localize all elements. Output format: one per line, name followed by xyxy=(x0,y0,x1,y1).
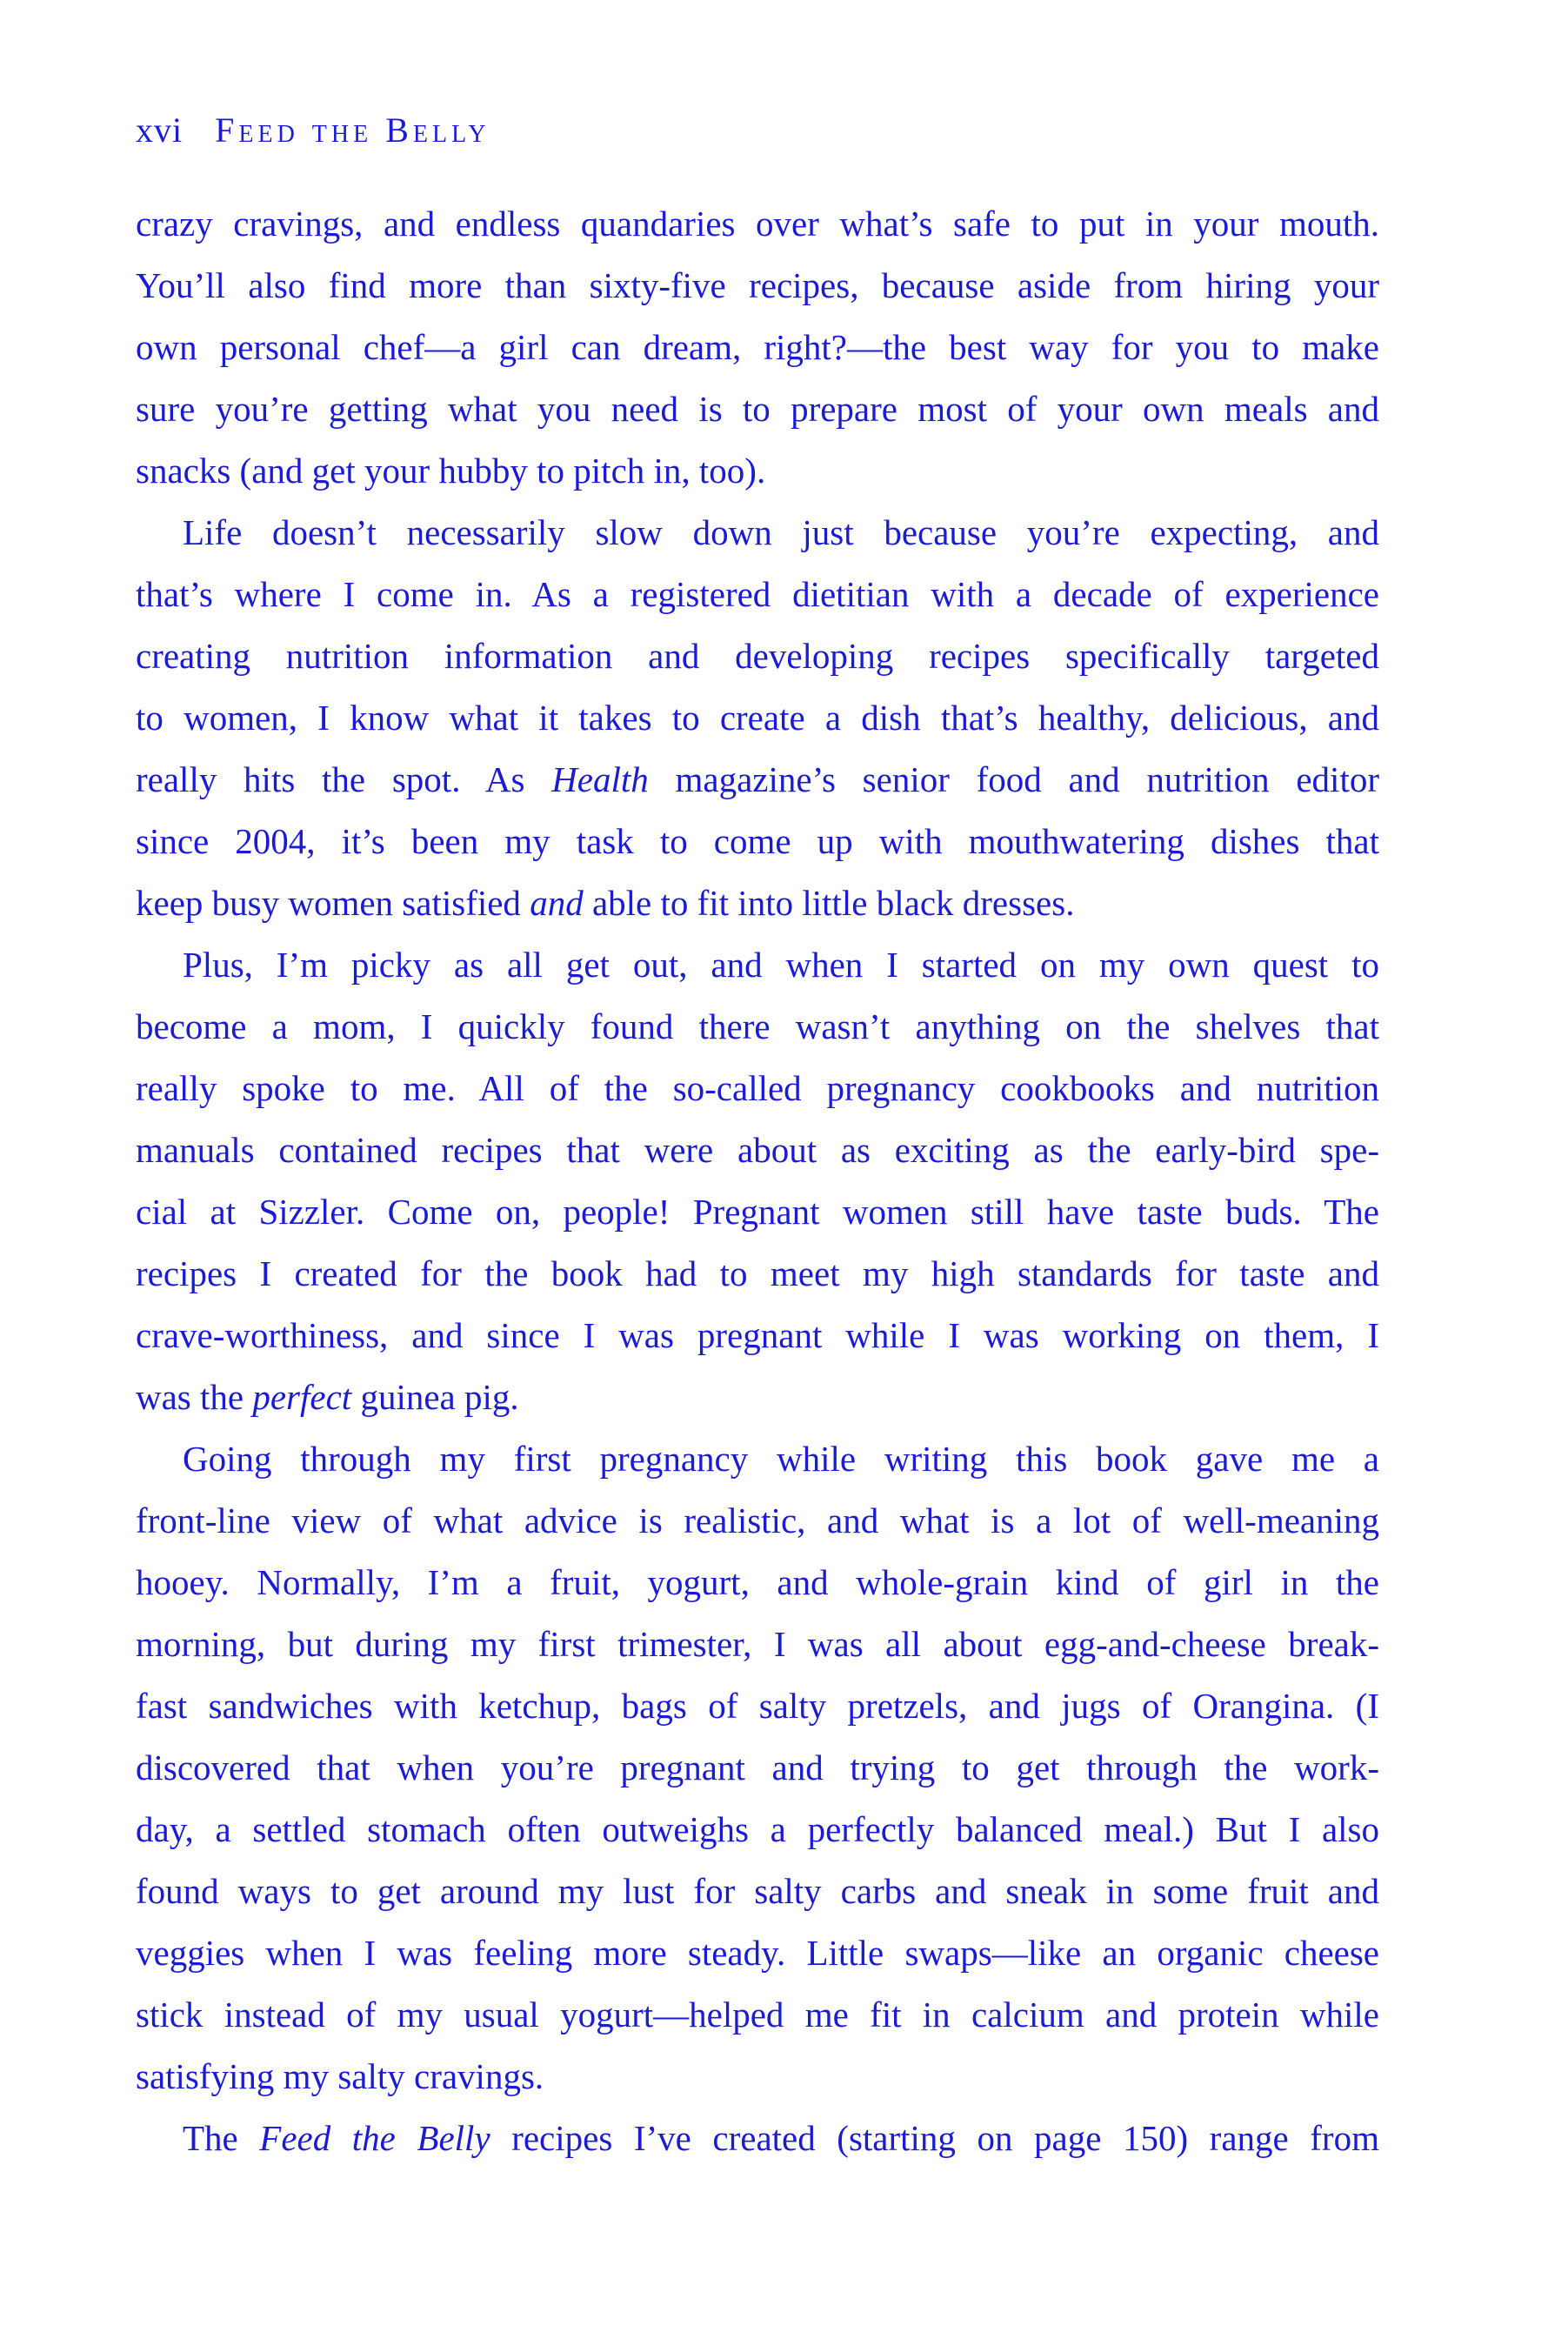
text-line xyxy=(136,872,1379,934)
text-line: since 2004, it’s been my task to come up with mouthwatering dishes that xyxy=(136,821,1379,861)
text-line: front-line view of what advice is realistic, and what is a lot of well-meaning xyxy=(136,1500,1379,1540)
text-line: Plus, I’m picky as all get out, and when I started on my own quest to xyxy=(183,945,1379,985)
text-line: satisfying my salty cravings. xyxy=(136,2056,544,2096)
text-segment: magazine’s senior food and nutrition editor xyxy=(648,759,1379,799)
text-line: discovered that when you’re pregnant and trying to get through the work- xyxy=(136,1747,1379,1787)
text-line: You’ll also find more than sixty-five recipes, because aside from hiring your xyxy=(136,265,1379,305)
text-line: that’s where I come in. As a registered dietitian with a decade of experience xyxy=(136,574,1379,614)
paragraph-4 xyxy=(136,1428,1379,2108)
magazine-title-italic: Health xyxy=(551,759,649,799)
text-line: crazy cravings, and endless quandaries over what’s safe to put in your mouth. xyxy=(136,204,1379,244)
page-number: xvi xyxy=(136,110,183,150)
text-segment: really hits the spot. As xyxy=(136,759,552,799)
text-segment: recipes I’ve created (starting on page 150) range from xyxy=(490,2118,1379,2158)
text-line: creating nutrition information and developing recipes specifically targeted xyxy=(136,636,1379,676)
paragraph-1 xyxy=(136,193,1379,502)
text-line: fast sandwiches with ketchup, bags of salty pretzels, and jugs of Orangina. (I xyxy=(136,1686,1379,1726)
text-segment: The xyxy=(183,2118,260,2158)
text-line: veggies when I was feeling more steady. Little swaps—like an organic cheese xyxy=(136,1933,1379,1973)
text-line xyxy=(136,2108,1379,2169)
emphasis-italic: perfect xyxy=(252,1377,352,1417)
book-title-italic: Feed the Belly xyxy=(259,2118,490,2158)
text-line xyxy=(136,1366,1379,1428)
text-line: cial at Sizzler. Come on, people! Pregnant women still have taste buds. The xyxy=(136,1192,1379,1232)
book-title: Feed the Belly xyxy=(215,110,490,150)
text-line: recipes I created for the book had to meet my high standards for taste and xyxy=(136,1253,1379,1293)
emphasis-italic: and xyxy=(530,883,584,923)
paragraph-2 xyxy=(136,502,1379,934)
text-line: own personal chef—a girl can dream, right?—the best way for you to make xyxy=(136,327,1379,367)
paragraph-5 xyxy=(136,2108,1379,2169)
text-line: to women, I know what it takes to create a dish that’s healthy, delicious, and xyxy=(136,698,1379,738)
text-line: become a mom, I quickly found there wasn’t anything on the shelves that xyxy=(136,1006,1379,1046)
text-line: Going through my first pregnancy while writing this book gave me a xyxy=(183,1439,1379,1479)
text-line: stick instead of my usual yogurt—helped me fit in calcium and protein while xyxy=(136,1995,1379,2035)
text-line: snacks (and get your hubby to pitch in, too). xyxy=(136,451,766,491)
text-line: morning, but during my first trimester, I was all about egg-and-cheese break- xyxy=(136,1624,1379,1664)
text-line: found ways to get around my lust for salty carbs and sneak in some fruit and xyxy=(136,1871,1379,1911)
text-segment: keep busy women satisfied xyxy=(136,883,530,923)
text-segment: guinea pig. xyxy=(351,1377,519,1417)
text-line: crave-worthiness, and since I was pregnant while I was working on them, I xyxy=(136,1315,1379,1355)
text-segment: was the xyxy=(136,1377,253,1417)
text-line: sure you’re getting what you need is to prepare most of your own meals and xyxy=(136,389,1379,429)
paragraph-3 xyxy=(136,934,1379,1428)
text-line: Life doesn’t necessarily slow down just because you’re expecting, and xyxy=(183,512,1379,552)
text-line: hooey. Normally, I’m a fruit, yogurt, and whole-grain kind of girl in the xyxy=(136,1562,1379,1602)
text-line: day, a settled stomach often outweighs a perfectly balanced meal.) But I also xyxy=(136,1809,1379,1849)
running-head xyxy=(136,110,490,151)
page-body xyxy=(136,193,1379,2169)
text-segment: able to fit into little black dresses. xyxy=(583,883,1075,923)
text-line: manuals contained recipes that were about as exciting as the early-bird spe- xyxy=(136,1130,1379,1170)
text-line: really spoke to me. All of the so-called pregnancy cookbooks and nutrition xyxy=(136,1068,1379,1108)
text-line xyxy=(136,749,1379,811)
